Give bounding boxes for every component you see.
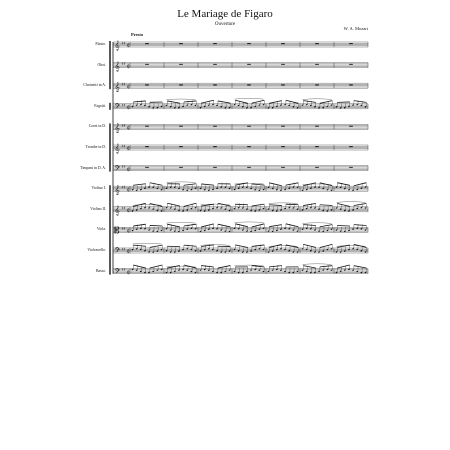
time-signature-icon: ¢ xyxy=(126,145,130,152)
whole-rest xyxy=(213,43,217,44)
whole-rest xyxy=(145,43,149,44)
bass-clef-icon: 𝄢 xyxy=(114,164,121,175)
time-signature-icon: ¢ xyxy=(126,166,130,173)
whole-rest xyxy=(179,167,183,168)
note-beam xyxy=(252,224,264,227)
note-beam xyxy=(269,101,281,104)
whole-rest xyxy=(349,43,353,44)
whole-rest xyxy=(247,146,251,147)
note-beam xyxy=(320,225,332,227)
key-signature-icon: ♯♯ xyxy=(121,122,126,128)
score-subtitle: Ouverture xyxy=(214,22,236,27)
whole-rest xyxy=(213,126,217,127)
slur xyxy=(269,203,298,204)
note-beam xyxy=(235,245,247,248)
whole-rest xyxy=(145,64,149,65)
time-signature-icon: ¢ xyxy=(126,207,130,214)
time-signature-icon: ¢ xyxy=(126,228,130,235)
alto-clef-icon: 𝄡 xyxy=(114,226,120,237)
treble-clef-icon: 𝄞 xyxy=(114,185,120,196)
whole-rest xyxy=(315,43,319,44)
instrument-label: Corni in D. xyxy=(88,124,106,129)
whole-rest xyxy=(281,126,285,127)
whole-rest xyxy=(281,43,285,44)
slur xyxy=(303,223,332,224)
note-beam xyxy=(320,266,332,267)
note-beam xyxy=(167,224,179,227)
key-signature-icon: ♯♯ xyxy=(121,81,126,87)
note-beam xyxy=(133,184,145,185)
note-beam xyxy=(303,225,315,226)
whole-rest xyxy=(315,64,319,65)
key-signature-icon: ♯♯ xyxy=(121,164,126,170)
instrument-label: Violino II. xyxy=(90,206,106,211)
note-beam xyxy=(252,184,264,185)
whole-rest xyxy=(145,146,149,147)
note-beam xyxy=(354,204,366,206)
note-beam xyxy=(184,101,196,102)
bass-clef-icon: 𝄢 xyxy=(114,247,121,258)
time-signature-icon: ¢ xyxy=(126,125,130,132)
note-beam xyxy=(133,265,145,268)
whole-rest xyxy=(247,43,251,44)
note-beam xyxy=(235,224,247,227)
whole-rest xyxy=(315,146,319,147)
instrument-label: Flauto. xyxy=(95,41,106,46)
slur xyxy=(337,202,366,203)
whole-rest xyxy=(349,64,353,65)
tempo-marking: Presto xyxy=(131,32,144,37)
whole-rest xyxy=(247,84,251,85)
treble-clef-icon: 𝄞 xyxy=(114,144,120,155)
key-signature-icon: ♯♯ xyxy=(121,205,126,211)
whole-rest xyxy=(349,167,353,168)
note-beam xyxy=(218,266,230,269)
time-signature-icon: ¢ xyxy=(126,248,130,255)
whole-rest xyxy=(179,126,183,127)
instrument-label: Violino I. xyxy=(91,186,106,191)
note-beam xyxy=(201,184,213,185)
slur xyxy=(235,183,264,184)
note-beam xyxy=(167,101,179,103)
note-beam xyxy=(320,101,332,104)
note-beam xyxy=(184,224,196,226)
slur xyxy=(235,222,264,223)
whole-rest xyxy=(179,146,183,147)
note-beam xyxy=(252,204,264,206)
whole-rest xyxy=(145,84,149,85)
note-beam xyxy=(133,101,145,102)
note-beam xyxy=(354,225,366,226)
whole-rest xyxy=(213,167,217,168)
whole-rest xyxy=(213,84,217,85)
note-beam xyxy=(286,100,298,103)
time-signature-icon: ¢ xyxy=(126,269,130,276)
note-beam xyxy=(184,203,196,206)
note-beam xyxy=(201,266,213,267)
note-beam xyxy=(150,225,162,226)
treble-clef-icon: 𝄞 xyxy=(114,123,120,134)
slur xyxy=(235,98,264,99)
note-beam xyxy=(337,204,349,207)
note-beam xyxy=(252,245,264,247)
whole-rest xyxy=(315,84,319,85)
slur xyxy=(303,264,332,265)
whole-rest xyxy=(213,64,217,65)
note-beam xyxy=(337,183,349,186)
score-title: Le Mariage de Figaro xyxy=(177,8,273,20)
note-beam xyxy=(201,204,213,206)
note-beam xyxy=(303,101,315,103)
instrument-label: Timpani in D. A. xyxy=(80,165,106,170)
treble-clef-icon: 𝄞 xyxy=(114,82,120,93)
whole-rest xyxy=(247,126,251,127)
instrument-label: Clarinetti in A. xyxy=(83,83,106,88)
note-beam xyxy=(133,245,145,246)
note-beam xyxy=(184,245,196,246)
whole-rest xyxy=(349,84,353,85)
note-beam xyxy=(286,204,298,205)
note-beam xyxy=(303,204,315,206)
treble-clef-icon: 𝄞 xyxy=(114,41,120,52)
slur xyxy=(133,243,162,244)
instrument-label: Trombe in D. xyxy=(85,144,106,149)
slur xyxy=(167,182,196,183)
whole-rest xyxy=(145,167,149,168)
note-beam xyxy=(201,100,213,103)
note-beam xyxy=(218,203,230,206)
note-beam xyxy=(252,100,264,103)
time-signature-icon: ¢ xyxy=(126,63,130,70)
whole-rest xyxy=(145,126,149,127)
note-beam xyxy=(150,265,162,268)
note-beam xyxy=(184,184,196,186)
treble-clef-icon: 𝄞 xyxy=(114,206,120,216)
whole-rest xyxy=(315,167,319,168)
note-beam xyxy=(354,266,366,268)
key-signature-icon: ♯♯ xyxy=(121,40,126,46)
whole-rest xyxy=(247,167,251,168)
time-signature-icon: ¢ xyxy=(126,83,130,90)
note-beam xyxy=(337,265,349,268)
whole-rest xyxy=(179,84,183,85)
note-beam xyxy=(354,183,366,186)
slur xyxy=(167,222,196,223)
whole-rest xyxy=(247,64,251,65)
slur xyxy=(201,245,230,246)
instrument-label: Basso. xyxy=(95,268,106,273)
whole-rest xyxy=(349,126,353,127)
bass-clef-icon: 𝄢 xyxy=(114,267,121,278)
treble-clef-icon: 𝄞 xyxy=(114,61,120,72)
time-signature-icon: ¢ xyxy=(126,186,130,193)
time-signature-icon: ¢ xyxy=(126,104,130,111)
whole-rest xyxy=(281,84,285,85)
whole-rest xyxy=(281,167,285,168)
note-beam xyxy=(269,183,281,186)
note-beam xyxy=(354,101,366,103)
note-beam xyxy=(269,225,281,227)
note-beam xyxy=(150,183,162,186)
whole-rest xyxy=(349,146,353,147)
note-beam xyxy=(218,101,230,103)
time-signature-icon: ¢ xyxy=(126,42,130,49)
key-signature-icon: ♯♯ xyxy=(121,102,126,108)
note-beam xyxy=(218,224,230,227)
slur xyxy=(303,99,332,100)
note-beam xyxy=(269,205,281,206)
note-beam xyxy=(303,244,315,247)
whole-rest xyxy=(281,146,285,147)
note-beam xyxy=(201,224,213,227)
slur xyxy=(235,265,264,266)
key-signature-icon: ♯♯ xyxy=(121,225,126,231)
key-signature-icon: ♯♯ xyxy=(121,61,126,67)
instrument-label: Oboi. xyxy=(97,62,106,67)
whole-rest xyxy=(213,146,217,147)
composer-name: W. A. Mozart xyxy=(343,26,368,31)
key-signature-icon: ♯♯ xyxy=(121,184,126,190)
note-beam xyxy=(269,266,281,267)
key-signature-icon: ♯♯ xyxy=(121,267,126,273)
whole-rest xyxy=(179,43,183,44)
bass-clef-icon: 𝄢 xyxy=(114,103,121,113)
whole-rest xyxy=(281,64,285,65)
whole-rest xyxy=(179,64,183,65)
instrument-label: Violoncello. xyxy=(87,247,106,252)
note-beam xyxy=(320,244,332,247)
slur xyxy=(167,99,196,100)
note-beam xyxy=(286,183,298,185)
note-beam xyxy=(286,224,298,227)
note-beam xyxy=(320,205,332,206)
note-beam xyxy=(150,245,162,247)
instrument-label: Fagotti. xyxy=(94,103,106,108)
note-beam xyxy=(303,266,315,268)
whole-rest xyxy=(315,126,319,127)
instrument-label: Viola. xyxy=(96,227,106,232)
note-beam xyxy=(167,203,179,206)
key-signature-icon: ♯♯ xyxy=(121,143,126,149)
note-beam xyxy=(235,100,247,103)
note-beam xyxy=(235,204,247,205)
key-signature-icon: ♯♯ xyxy=(121,246,126,252)
note-beam xyxy=(133,224,145,226)
